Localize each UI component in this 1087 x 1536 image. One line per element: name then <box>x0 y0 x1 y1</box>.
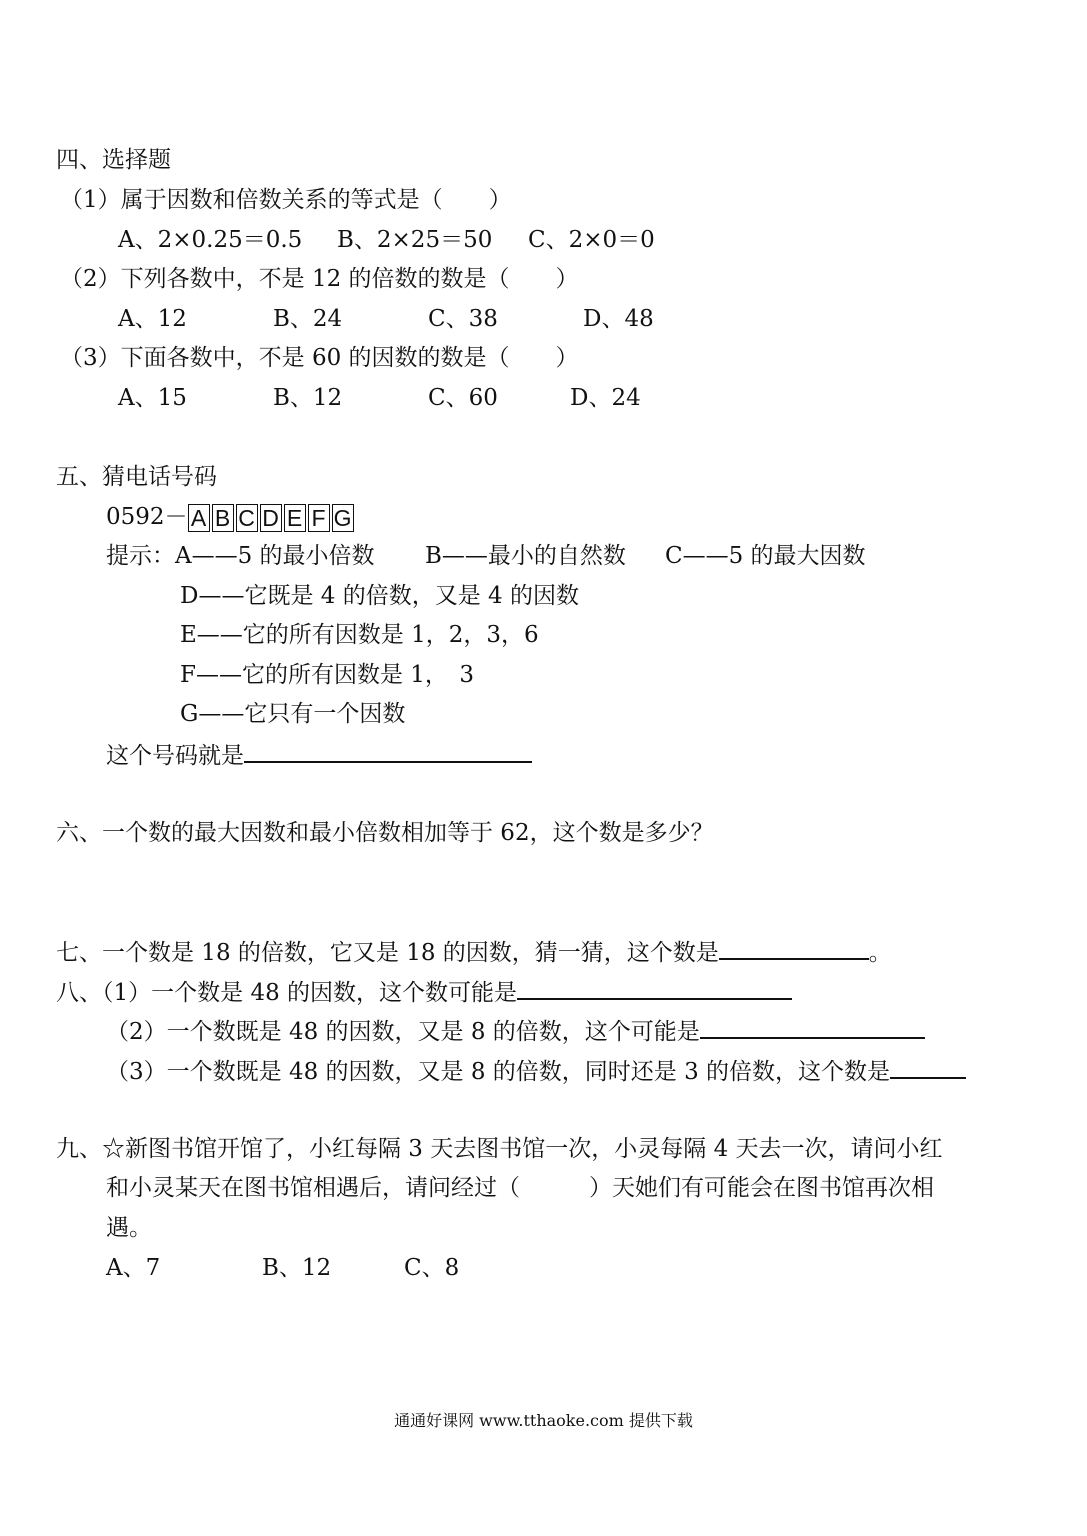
hint-b: B——最小的自然数 <box>425 543 626 569</box>
hint-label: 提示： <box>106 543 175 569</box>
q8-2-row <box>106 1015 925 1047</box>
phone-box-a: A <box>188 504 210 532</box>
q4-3-option-b: B、12 <box>273 385 343 411</box>
q4-2-option-d: D、48 <box>583 306 654 332</box>
q4-2-stem: （2）下列各数中，不是 12 的倍数的数是（ ） <box>60 266 579 292</box>
q4-3-options <box>118 383 641 413</box>
q4-1-option-c: C、2×0＝0 <box>528 227 655 253</box>
q7-row <box>56 936 892 968</box>
q6-text: 六、一个数的最大因数和最小倍数相加等于 62，这个数是多少？ <box>56 820 714 846</box>
q4-3-stem: （3）下面各数中，不是 60 的因数的数是（ ） <box>60 345 579 371</box>
phone-number-row <box>106 502 356 532</box>
q7-text: 七、一个数是 18 的倍数，它又是 18 的因数，猜一猜，这个数是 <box>56 940 719 966</box>
q5-heading: 五、猜电话号码 <box>56 464 217 490</box>
q4-1-option-b: B、2×25＝50 <box>337 227 493 253</box>
q9-line-2: 和小灵某天在图书馆相遇后，请问经过（ ）天她们有可能会在图书馆再次相 <box>106 1175 934 1201</box>
q8-3-row <box>106 1055 966 1087</box>
hint-f: F——它的所有因数是 1， 3 <box>180 662 475 688</box>
q7-end: 。 <box>868 940 892 966</box>
q9-option-c: C、8 <box>404 1255 460 1281</box>
q4-2-option-c: C、38 <box>428 306 498 332</box>
hint-a: A——5 的最小倍数 <box>175 543 375 569</box>
q9-option-a: A、7 <box>106 1255 161 1281</box>
page-footer: 通通好课网 www.tthaoke.com 提供下载 <box>394 1411 693 1430</box>
phone-box-e: E <box>284 504 306 532</box>
q4-heading: 四、选择题 <box>56 147 171 173</box>
phone-box-f: F <box>308 504 330 532</box>
hint-d: D——它既是 4 的倍数，又是 4 的因数 <box>180 583 579 609</box>
phone-answer-prompt: 这个号码就是 <box>106 743 244 769</box>
hint-c: C——5 的最大因数 <box>665 543 866 569</box>
phone-answer-row <box>106 739 532 771</box>
hint-e: E——它的所有因数是 1，2，3，6 <box>180 622 539 648</box>
q8-1-row <box>56 976 792 1008</box>
q9-line-3: 遇。 <box>106 1215 152 1241</box>
q8-3-text: （3）一个数既是 48 的因数，又是 8 的倍数，同时还是 3 的倍数，这个数是 <box>106 1059 891 1085</box>
q4-1-options <box>118 225 655 255</box>
q8-lead: 八、 <box>56 980 102 1006</box>
q4-1-stem: （1）属于因数和倍数关系的等式是（ ） <box>60 187 512 213</box>
q7-answer-blank[interactable] <box>719 936 869 960</box>
q9-options <box>106 1253 459 1283</box>
q4-2-option-a: A、12 <box>118 306 187 332</box>
phone-box-c: C <box>236 504 258 532</box>
q4-3-option-a: A、15 <box>118 385 187 411</box>
q8-1-answer-blank[interactable] <box>517 976 792 1000</box>
q4-2-option-b: B、24 <box>273 306 343 332</box>
q4-3-option-d: D、24 <box>570 385 641 411</box>
q9-option-b: B、12 <box>262 1255 332 1281</box>
phone-box-d: D <box>260 504 282 532</box>
phone-answer-blank[interactable] <box>244 739 532 763</box>
q8-2-text: （2）一个数既是 48 的因数，又是 8 的倍数，这个可能是 <box>106 1019 700 1045</box>
q4-3-option-c: C、60 <box>428 385 498 411</box>
q4-1-option-a: A、2×0.25＝0.5 <box>118 227 303 253</box>
q9-line-1: 九、☆新图书馆开馆了，小红每隔 3 天去图书馆一次，小灵每隔 4 天去一次，请问小红 <box>56 1136 943 1162</box>
q8-3-answer-blank[interactable] <box>890 1055 966 1079</box>
hint-g: G——它只有一个因数 <box>180 701 406 727</box>
q8-2-answer-blank[interactable] <box>700 1015 925 1039</box>
phone-prefix: 0592－ <box>106 504 188 530</box>
q8-1-text: （1）一个数是 48 的因数，这个数可能是 <box>102 980 518 1006</box>
phone-box-g: G <box>332 504 354 532</box>
hint-row-1 <box>106 541 866 571</box>
q4-2-options <box>118 304 654 334</box>
phone-box-b: B <box>212 504 234 532</box>
